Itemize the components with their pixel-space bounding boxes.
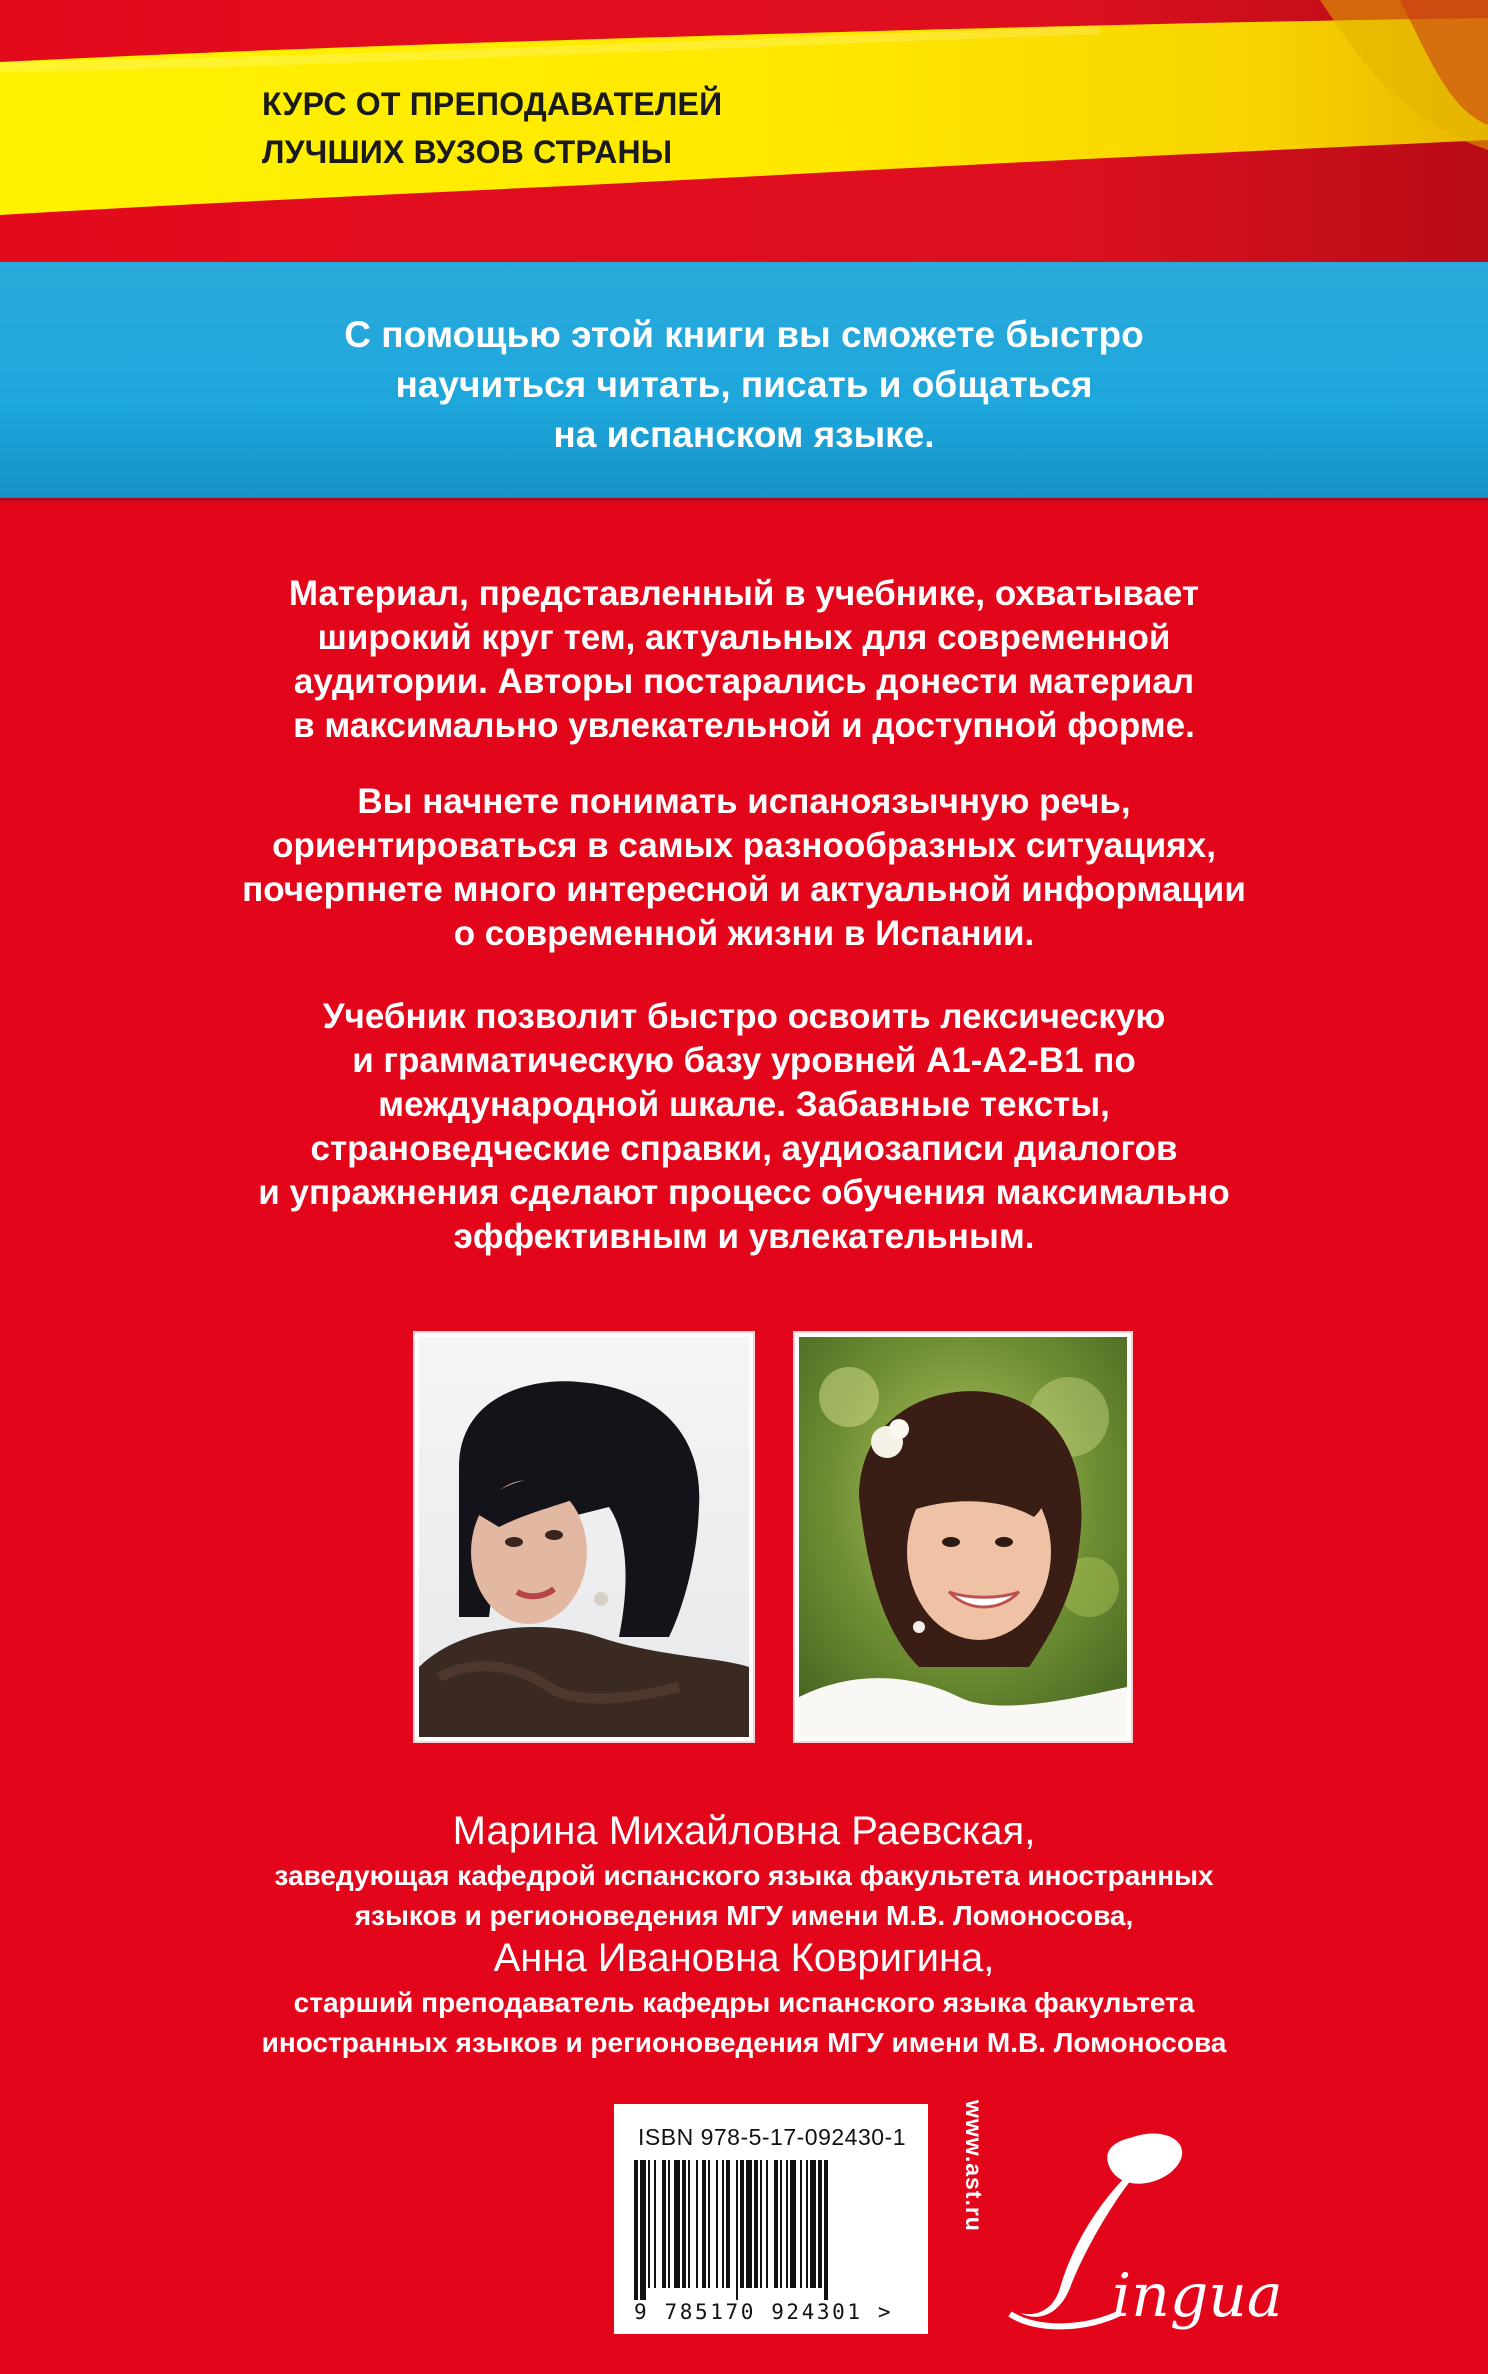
- barcode-bar: [640, 2160, 646, 2300]
- intro-line: научиться читать, писать и общаться: [395, 364, 1093, 405]
- barcode-bar: [824, 2160, 828, 2300]
- barcode-bar: [648, 2160, 650, 2288]
- author-description-line: старший преподаватель кафедры испанского языка факультета: [293, 1987, 1195, 2018]
- author-description: [0, 1983, 1488, 2063]
- barcode-bar: [754, 2160, 758, 2288]
- author-name: Марина Михайловна Раевская,: [452, 1809, 1036, 1853]
- isbn-number: ISBN 978-5-17-092430-1: [638, 2124, 906, 2150]
- author-description-line: заведующая кафедрой испанского языка факультета иностранных: [274, 1860, 1214, 1891]
- barcode-bar: [736, 2160, 738, 2300]
- author-name: Анна Ивановна Ковригина,: [493, 1936, 995, 1980]
- isbn-barcode: [614, 2104, 928, 2334]
- barcode-bar: [674, 2160, 680, 2288]
- paragraph-line: и упражнения сделают процесс обучения максимально: [258, 1173, 1230, 1212]
- spanish-flag-banner: [0, 0, 1488, 270]
- description-paragraph: [0, 780, 1488, 956]
- paragraph-line: эффективным и увлекательным.: [453, 1217, 1035, 1256]
- course-tagline: [262, 80, 722, 176]
- barcode-bar: [810, 2160, 816, 2288]
- barcode-bar: [668, 2160, 670, 2288]
- barcode-bar: [786, 2160, 788, 2288]
- portrait-image: [799, 1337, 1127, 1737]
- barcode-bar: [746, 2160, 752, 2288]
- barcode-bar: [740, 2160, 744, 2288]
- barcode-bar: [760, 2160, 762, 2288]
- barcode-bar: [722, 2160, 724, 2288]
- intro-line: на испанском языке.: [553, 414, 935, 455]
- lingua-logo: [1000, 2128, 1300, 2338]
- paragraph-line: международной шкале. Забавные тексты,: [378, 1085, 1110, 1124]
- barcode-bar: [766, 2160, 768, 2288]
- barcode-bar: [800, 2160, 802, 2288]
- tagline-line: КУРС ОТ ПРЕПОДАВАТЕЛЕЙ: [262, 86, 723, 122]
- barcode-bar: [790, 2160, 796, 2288]
- author-description: [0, 1856, 1488, 1936]
- paragraph-line: о современной жизни в Испании.: [453, 914, 1035, 953]
- barcode-bar: [634, 2160, 638, 2300]
- description-paragraph: [0, 995, 1488, 1259]
- paragraph-line: аудитории. Авторы постарались донести материал: [293, 662, 1195, 701]
- barcode-bar: [688, 2160, 690, 2288]
- barcode-bar: [806, 2160, 808, 2288]
- barcode-bar: [818, 2160, 822, 2288]
- barcode-bar: [780, 2160, 782, 2288]
- tagline-line: ЛУЧШИХ ВУЗОВ СТРАНЫ: [262, 134, 673, 170]
- publisher-website: www.ast.ru: [961, 2100, 987, 2232]
- paragraph-line: Учебник позволит быстро освоить лексическую: [322, 997, 1166, 1036]
- svg-text:ingua: ingua: [1112, 2261, 1283, 2331]
- author-photo-raevskaya: [415, 1333, 753, 1741]
- portrait-image: [419, 1337, 749, 1737]
- paragraph-line: страноведческие справки, аудиозаписи диалогов: [310, 1129, 1178, 1168]
- author-description-line: языков и регионоведения МГУ имени М.В. Ломоносова,: [354, 1900, 1134, 1931]
- barcode-bar: [682, 2160, 686, 2288]
- description-paragraph: [0, 572, 1488, 748]
- paragraph-line: Материал, представленный в учебнике, охватывает: [288, 574, 1200, 613]
- paragraph-line: почерпнете много интересной и актуальной информации: [242, 870, 1246, 909]
- barcode-bar: [708, 2160, 710, 2288]
- barcode-bar: [716, 2160, 718, 2288]
- author-photo-kovrigina: [795, 1333, 1131, 1741]
- barcode-bar: [726, 2160, 730, 2288]
- author-description-line: иностранных языков и регионоведения МГУ имени М.В. Ломоносова: [261, 2027, 1227, 2058]
- barcode-bars: [632, 2160, 910, 2300]
- barcode-digits: 9 785170 924301 >: [634, 2300, 894, 2324]
- barcode-bar: [696, 2160, 698, 2288]
- paragraph-line: широкий круг тем, актуальных для современной: [317, 618, 1171, 657]
- barcode-bar: [662, 2160, 666, 2288]
- barcode-bar: [774, 2160, 778, 2288]
- paragraph-line: и грамматическую базу уровней A1-A2-B1 по: [352, 1041, 1136, 1080]
- paragraph-line: Вы начнете понимать испаноязычную речь,: [357, 782, 1131, 821]
- paragraph-line: ориентироваться в самых разнообразных ситуациях,: [272, 826, 1216, 865]
- intro-line: С помощью этой книги вы сможете быстро: [344, 314, 1144, 355]
- paragraph-line: в максимально увлекательной и доступной форме.: [293, 706, 1195, 745]
- barcode-bar: [702, 2160, 706, 2288]
- intro-text: [0, 310, 1488, 460]
- barcode-bar: [654, 2160, 656, 2288]
